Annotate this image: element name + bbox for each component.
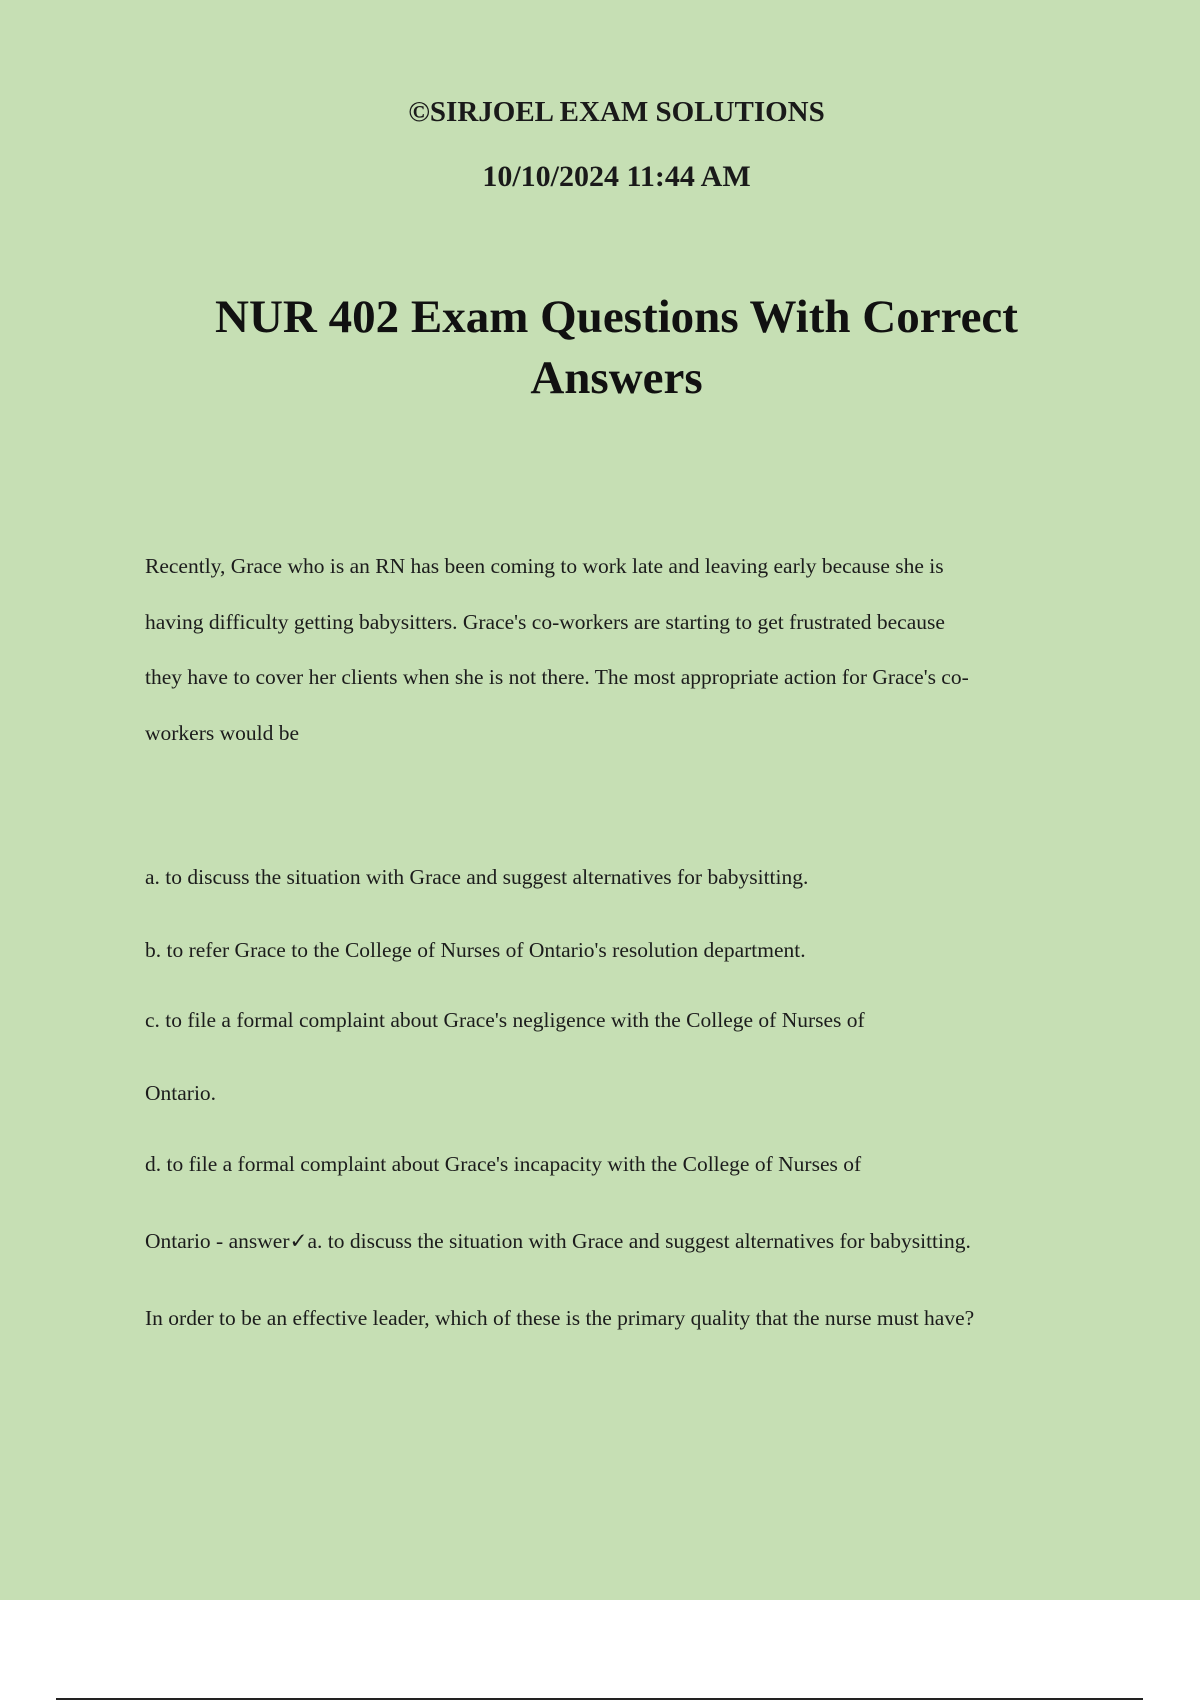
answer-option-c-continued: Ontario. — [145, 1081, 217, 1105]
datetime-header: 10/10/2024 11:44 AM — [482, 160, 751, 193]
question-2-stem: In order to be an effective leader, which of these is the primary quality that the nurse must have? — [145, 1306, 975, 1330]
question-stem-line: workers would be — [145, 721, 300, 745]
copyright-header: ©SIRJOEL EXAM SOLUTIONS — [408, 96, 825, 128]
question-stem-line: they have to cover her clients when she is not there. The most appropriate action for Grace's co- — [145, 665, 969, 689]
answer-option-b: b. to refer Grace to the College of Nurses of Ontario's resolution department. — [145, 938, 806, 962]
answer-option-a: a. to discuss the situation with Grace and suggest alternatives for babysitting. — [145, 865, 809, 889]
question-stem-line: Recently, Grace who is an RN has been coming to work late and leaving early because she is — [145, 554, 944, 578]
answer-line: Ontario - answer✓a. to discuss the situation with Grace and suggest alternatives for babysitting. — [145, 1229, 971, 1253]
answer-option-d: d. to file a formal complaint about Grace's incapacity with the College of Nurses of — [145, 1152, 862, 1176]
document-title: NUR 402 Exam Questions With Correct Answers — [215, 291, 1018, 404]
answer-option-c: c. to file a formal complaint about Grace's negligence with the College of Nurses of — [145, 1008, 865, 1032]
question-stem-line: having difficulty getting babysitters. Grace's co-workers are starting to get frustrated because — [145, 610, 945, 634]
